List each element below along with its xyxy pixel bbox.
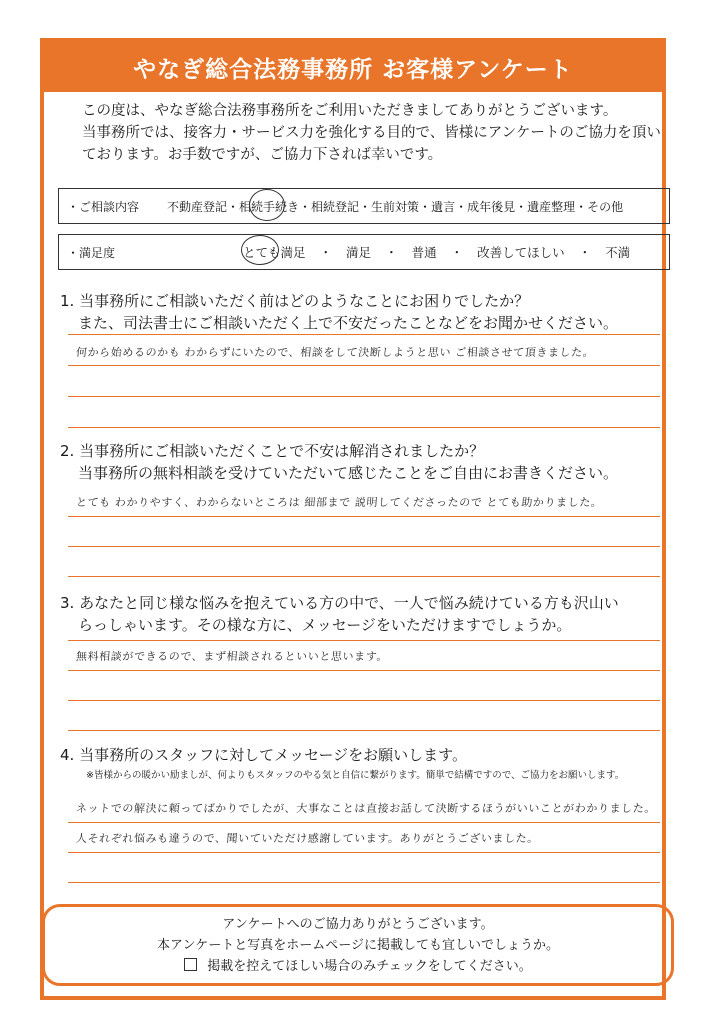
consultation-option-label: 相続手続き: [239, 199, 300, 214]
answer-3-area[interactable]: [68, 640, 660, 736]
ruled-line: [68, 852, 660, 853]
ruled-line: [68, 576, 660, 577]
no-publish-checkbox[interactable]: [184, 958, 197, 971]
question-4-note: ※皆様からの暖かい励ましが、何よりもスタッフのやる気と自信に繋がります。簡単で結構ですので、ご協力をお願いします。: [86, 770, 625, 781]
answer-3-handwriting-1: 無料相談ができるので、まず相談されるといいと思います。: [75, 650, 389, 663]
separator-dot: ・: [385, 245, 398, 260]
satisfaction-option-label: とても満足: [243, 245, 306, 260]
answer-1-area[interactable]: [68, 334, 660, 434]
ruled-line: [68, 730, 660, 731]
answer-1-handwriting-1: 何から始めるのかも わからずにいたので、相談をして決断しようと思い ご相談させて頂きました。: [75, 346, 595, 359]
satisfaction-option-dissatisfied[interactable]: 不満: [605, 245, 631, 260]
question-2: [60, 440, 660, 484]
intro-line-1: この度は、やなぎ総合法務事務所をご利用いただきましてありがとうございます。: [82, 103, 618, 119]
question-3: [60, 592, 660, 636]
satisfaction-option-neutral[interactable]: 普通: [411, 245, 437, 260]
question-3-line-1: 3. あなたと同じ様な悩みを抱えている方の中で、一人で悩み続けている方も沢山い: [60, 594, 619, 612]
question-1: [60, 290, 660, 334]
satisfaction-option-satisfied[interactable]: 満足: [346, 245, 372, 260]
consultation-option-inheritance-procedure[interactable]: [239, 198, 299, 215]
ruled-line: [68, 516, 660, 517]
consultation-option-estate-planning[interactable]: 生前対策・: [371, 199, 432, 214]
ruled-line: [68, 822, 660, 823]
consultation-option-estate-settlement[interactable]: 遺産整理・: [527, 199, 588, 214]
footer-checkbox-row: [45, 956, 671, 977]
ruled-line: [68, 546, 660, 547]
question-4: [60, 744, 660, 784]
satisfaction-options: [243, 243, 630, 261]
question-4-line-1: 4. 当事務所のスタッフに対してメッセージをお願いします。: [60, 746, 467, 764]
ruled-line: [68, 396, 660, 397]
satisfaction-box: [58, 234, 670, 270]
separator-dot: ・: [578, 245, 592, 260]
answer-4-area[interactable]: [68, 792, 660, 888]
answer-4-handwriting-1: ネットでの解決に頼ってばかりでしたが、大事なことは直接お話して決断するほうがいいことがわかりました。: [75, 802, 657, 815]
separator-dot: ・: [450, 245, 464, 260]
question-3-line-2: らっしゃいます。その様な方に、メッセージをいただけますでしょうか。: [78, 616, 572, 634]
consultation-label: ・ご相談内容: [67, 199, 140, 214]
question-1-line-2: また、司法書士にご相談いただく上で不安だったことなどをお聞かせください。: [78, 314, 619, 332]
question-2-line-2: 当事務所の無料相談を受けていただいて感じたことをご自由にお書きください。: [78, 464, 619, 482]
footer-box: [42, 904, 674, 986]
ruled-line: [68, 882, 660, 883]
page-title: やなぎ総合法務事務所 お客様アンケート: [133, 56, 573, 83]
ruled-line: [68, 334, 660, 335]
footer-thanks: アンケートへのご協力ありがとうございます。: [222, 917, 494, 932]
ruled-line: [68, 427, 660, 428]
consultation-option-inheritance-registration[interactable]: ・相続登記・: [299, 199, 372, 214]
answer-2-area[interactable]: [68, 488, 660, 584]
intro-text: [82, 100, 662, 166]
satisfaction-option-needs-improvement[interactable]: 改善してほしい: [477, 245, 565, 260]
answer-4-handwriting-2: 人それぞれ悩みも違うので、聞いていただけ感謝しています。ありがとうございました。: [75, 832, 540, 845]
footer-permission-question: 本アンケートと写真をホームページに掲載しても宜しいでしょうか。: [157, 938, 559, 953]
consultation-box: [58, 188, 670, 224]
ruled-line: [68, 640, 660, 641]
satisfaction-option-very-satisfied[interactable]: [243, 243, 306, 261]
ruled-line: [68, 700, 660, 701]
separator-dot: ・: [319, 245, 333, 260]
intro-line-2: 当事務所では、接客力・サービス力を強化する目的で、皆様にアンケートのご協力を頂い: [82, 125, 661, 141]
footer-checkbox-label: 掲載を控えてほしい場合のみチェックをしてください。: [207, 959, 532, 974]
consultation-option-real-estate[interactable]: 不動産登記・: [167, 199, 240, 214]
satisfaction-label: ・満足度: [67, 245, 116, 260]
consultation-options: [167, 198, 623, 215]
ruled-line: [68, 670, 660, 671]
ruled-line: [68, 365, 660, 366]
answer-2-handwriting-1: とても わかりやすく、わからないところは 細部まで 説明してくださったので とても助かりました。: [75, 496, 603, 509]
header-bar: [44, 42, 662, 92]
question-2-line-1: 2. 当事務所にご相談いただくことで不安は解消されましたか？: [60, 442, 485, 460]
selected-circle-mark: [241, 235, 279, 265]
consultation-option-guardianship[interactable]: 成年後見・: [467, 199, 528, 214]
selected-circle-mark: [249, 189, 285, 221]
consultation-option-other[interactable]: その他: [587, 199, 624, 214]
question-1-line-1: 1. 当事務所にご相談いただく前はどのようなことにお困りでしたか？: [60, 292, 530, 310]
intro-line-3: ております。お手数ですが、ご協力下されば幸いです。: [82, 147, 443, 163]
consultation-option-will[interactable]: 遺言・: [431, 199, 468, 214]
